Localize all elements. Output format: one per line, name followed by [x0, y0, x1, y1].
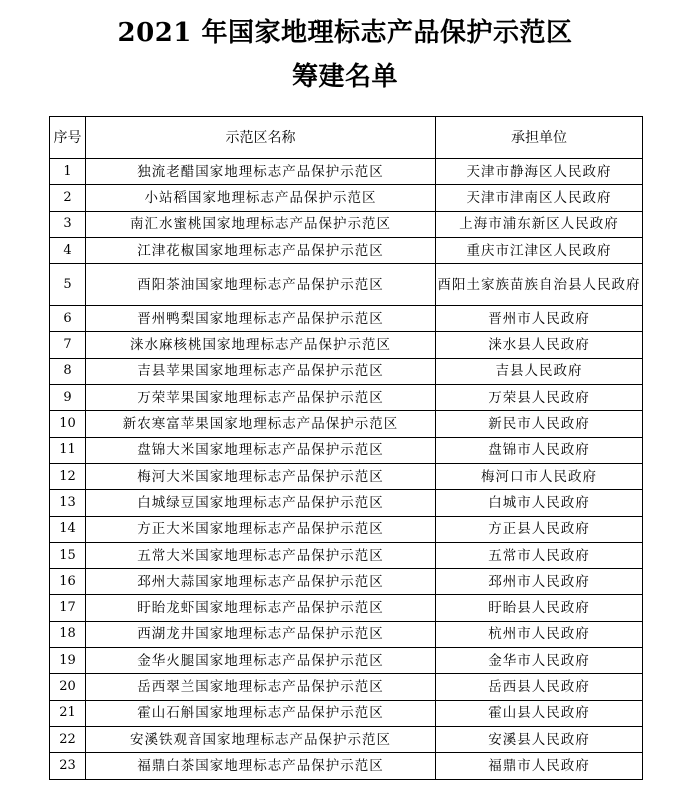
row-responsible-unit: 吉县人民政府 [436, 358, 643, 384]
row-zone-name: 南汇水蜜桃国家地理标志产品保护示范区 [86, 211, 436, 237]
row-zone-name: 独流老醋国家地理标志产品保护示范区 [86, 159, 436, 185]
row-serial-number: 20 [50, 674, 86, 700]
row-responsible-unit: 梅河口市人民政府 [436, 463, 643, 489]
table-row [50, 211, 643, 237]
table-row [50, 700, 643, 726]
row-serial-number: 9 [50, 385, 86, 411]
row-zone-name: 金华火腿国家地理标志产品保护示范区 [86, 648, 436, 674]
row-serial-number: 4 [50, 237, 86, 263]
table-row [50, 595, 643, 621]
table-row [50, 516, 643, 542]
header-responsible-unit: 承担单位 [436, 117, 643, 159]
row-zone-name: 新农寒富苹果国家地理标志产品保护示范区 [86, 411, 436, 437]
header-serial-number: 序号 [50, 117, 86, 159]
row-serial-number: 12 [50, 463, 86, 489]
row-zone-name: 邳州大蒜国家地理标志产品保护示范区 [86, 569, 436, 595]
document-subtitle: 筹建名单 [291, 62, 398, 92]
row-serial-number: 6 [50, 306, 86, 332]
row-serial-number: 7 [50, 332, 86, 358]
row-serial-number: 3 [50, 211, 86, 237]
document-title: 2021 年国家地理标志产品保护示范区 [117, 18, 573, 48]
row-serial-number: 18 [50, 621, 86, 647]
row-serial-number: 16 [50, 569, 86, 595]
row-serial-number: 10 [50, 411, 86, 437]
table-header-row [50, 117, 643, 159]
row-zone-name: 霍山石斛国家地理标志产品保护示范区 [86, 700, 436, 726]
table-row [50, 437, 643, 463]
row-serial-number: 22 [50, 726, 86, 752]
row-zone-name: 安溪铁观音国家地理标志产品保护示范区 [86, 726, 436, 752]
row-responsible-unit: 万荣县人民政府 [436, 385, 643, 411]
row-zone-name: 盱眙龙虾国家地理标志产品保护示范区 [86, 595, 436, 621]
row-zone-name: 江津花椒国家地理标志产品保护示范区 [86, 237, 436, 263]
row-responsible-unit: 新民市人民政府 [436, 411, 643, 437]
table-body [50, 159, 643, 780]
row-zone-name: 酉阳茶油国家地理标志产品保护示范区 [86, 264, 436, 306]
row-responsible-unit: 涞水县人民政府 [436, 332, 643, 358]
row-zone-name: 五常大米国家地理标志产品保护示范区 [86, 542, 436, 568]
row-zone-name: 小站稻国家地理标志产品保护示范区 [86, 185, 436, 211]
table-row [50, 674, 643, 700]
row-responsible-unit: 福鼎市人民政府 [436, 753, 643, 779]
row-responsible-unit: 上海市浦东新区人民政府 [436, 211, 643, 237]
table-row [50, 648, 643, 674]
row-responsible-unit: 方正县人民政府 [436, 516, 643, 542]
row-responsible-unit: 盱眙县人民政府 [436, 595, 643, 621]
row-serial-number: 1 [50, 159, 86, 185]
row-responsible-unit: 酉阳土家族苗族自治县人民政府 [436, 264, 643, 306]
row-responsible-unit: 安溪县人民政府 [436, 726, 643, 752]
row-zone-name: 西湖龙井国家地理标志产品保护示范区 [86, 621, 436, 647]
header-zone-name: 示范区名称 [86, 117, 436, 159]
table-row [50, 569, 643, 595]
row-zone-name: 福鼎白茶国家地理标志产品保护示范区 [86, 753, 436, 779]
row-serial-number: 14 [50, 516, 86, 542]
row-zone-name: 涞水麻核桃国家地理标志产品保护示范区 [86, 332, 436, 358]
row-zone-name: 万荣苹果国家地理标志产品保护示范区 [86, 385, 436, 411]
table-row [50, 159, 643, 185]
row-responsible-unit: 白城市人民政府 [436, 490, 643, 516]
row-zone-name: 吉县苹果国家地理标志产品保护示范区 [86, 358, 436, 384]
row-responsible-unit: 杭州市人民政府 [436, 621, 643, 647]
row-responsible-unit: 金华市人民政府 [436, 648, 643, 674]
row-serial-number: 21 [50, 700, 86, 726]
row-serial-number: 15 [50, 542, 86, 568]
table-row [50, 542, 643, 568]
row-zone-name: 晋州鸭梨国家地理标志产品保护示范区 [86, 306, 436, 332]
table-row [50, 358, 643, 384]
table-row [50, 185, 643, 211]
table-row [50, 385, 643, 411]
row-zone-name: 方正大米国家地理标志产品保护示范区 [86, 516, 436, 542]
row-responsible-unit: 岳西县人民政府 [436, 674, 643, 700]
row-zone-name: 梅河大米国家地理标志产品保护示范区 [86, 463, 436, 489]
row-zone-name: 岳西翠兰国家地理标志产品保护示范区 [86, 674, 436, 700]
table-row [50, 726, 643, 752]
table-row [50, 463, 643, 489]
table-row [50, 753, 643, 779]
row-serial-number: 2 [50, 185, 86, 211]
row-serial-number: 5 [50, 264, 86, 306]
table-row [50, 237, 643, 263]
table-row [50, 411, 643, 437]
table-row [50, 264, 643, 306]
demonstration-zone-table [49, 116, 643, 780]
row-responsible-unit: 霍山县人民政府 [436, 700, 643, 726]
row-responsible-unit: 五常市人民政府 [436, 542, 643, 568]
row-responsible-unit: 晋州市人民政府 [436, 306, 643, 332]
table-row [50, 490, 643, 516]
row-responsible-unit: 重庆市江津区人民政府 [436, 237, 643, 263]
row-responsible-unit: 天津市津南区人民政府 [436, 185, 643, 211]
row-responsible-unit: 天津市静海区人民政府 [436, 159, 643, 185]
row-serial-number: 13 [50, 490, 86, 516]
row-serial-number: 8 [50, 358, 86, 384]
row-serial-number: 19 [50, 648, 86, 674]
row-zone-name: 盘锦大米国家地理标志产品保护示范区 [86, 437, 436, 463]
row-serial-number: 11 [50, 437, 86, 463]
table-row [50, 306, 643, 332]
table-row [50, 332, 643, 358]
row-responsible-unit: 盘锦市人民政府 [436, 437, 643, 463]
row-zone-name: 白城绿豆国家地理标志产品保护示范区 [86, 490, 436, 516]
row-responsible-unit: 邳州市人民政府 [436, 569, 643, 595]
row-serial-number: 23 [50, 753, 86, 779]
row-serial-number: 17 [50, 595, 86, 621]
table-row [50, 621, 643, 647]
